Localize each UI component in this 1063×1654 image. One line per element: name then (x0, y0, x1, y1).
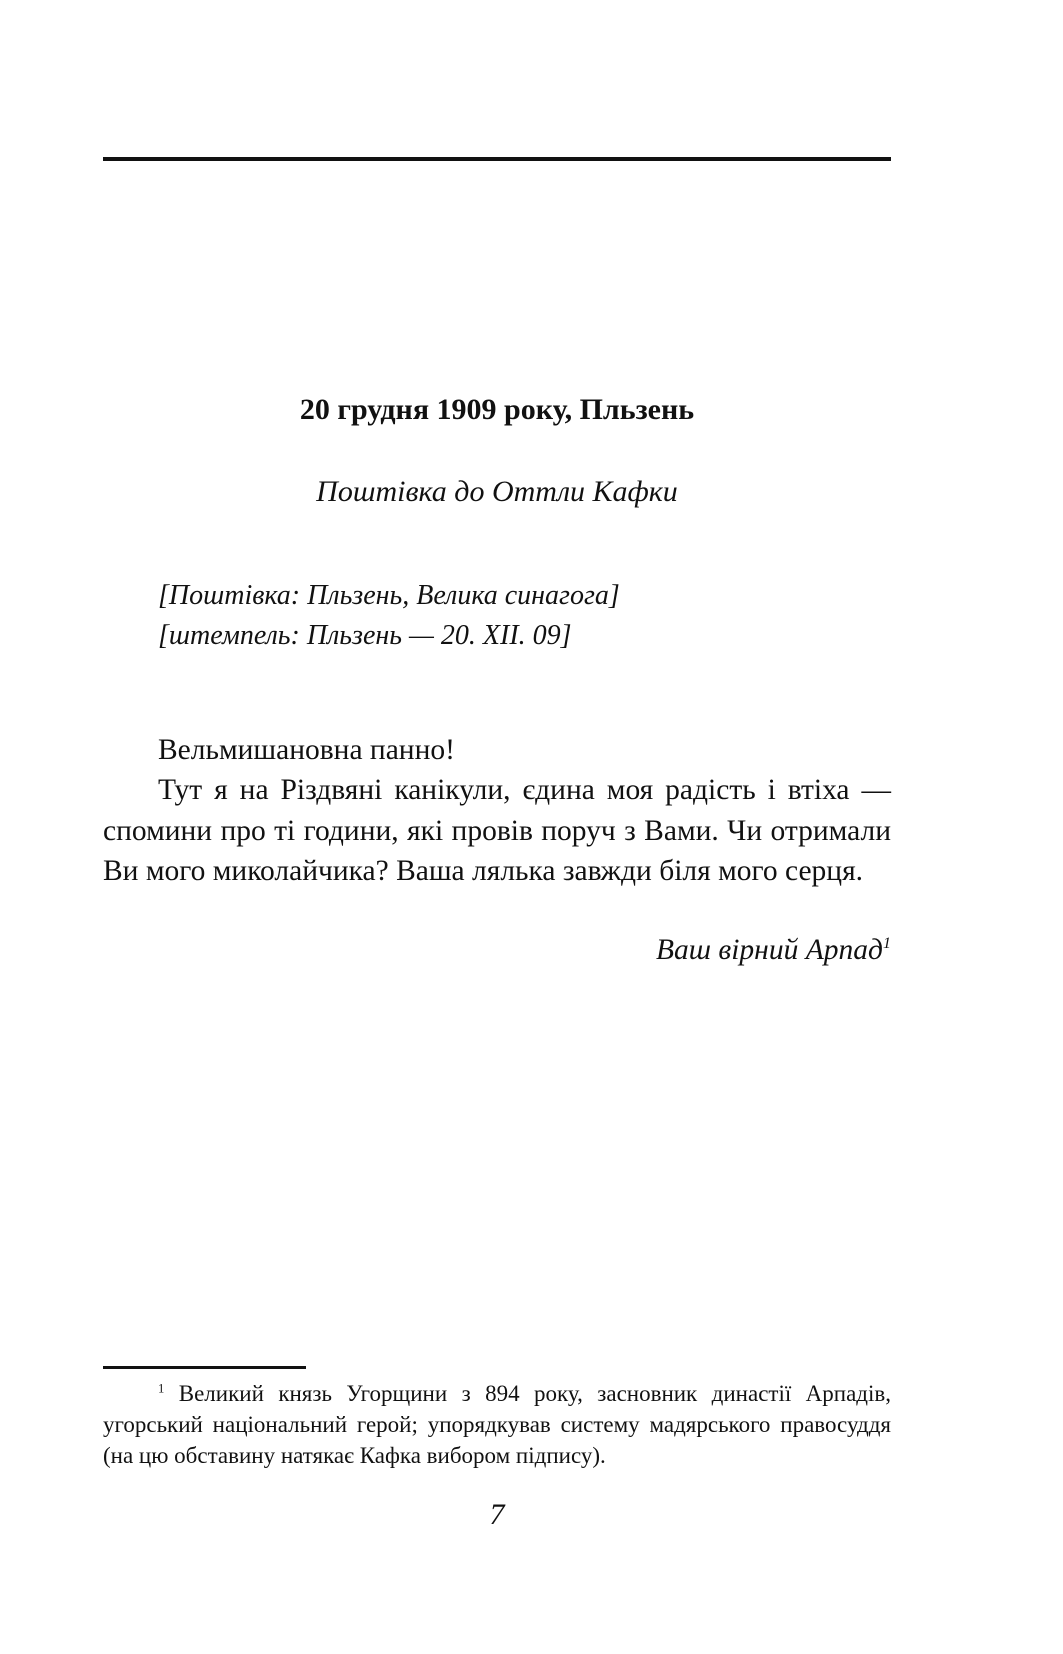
footnote-reference: 1 (882, 934, 891, 953)
page-number: 7 (489, 1498, 505, 1531)
signature-text: Ваш вірний Арпад (656, 934, 883, 966)
footnote (103, 1378, 891, 1471)
letter-body-paragraph: Тут я на Різдвяні канікули, єдина моя радість і втіха — спомини про ті години, які провів поруч з Вами. Чи отримали Ви мого миколайчика? Ваша лялька завжди біля мого серця. (103, 774, 891, 887)
salutation: Вельмишановна панно! (158, 734, 455, 766)
footnote-rule (103, 1366, 306, 1369)
letter-subheading: Поштівка до Оттли Кафки (316, 475, 678, 508)
editorial-note-postmark: [штемпель: Пльзень — 20. XII. 09] (158, 620, 572, 651)
editorial-note-postcard: [Поштівка: Пльзень, Велика синагога] (158, 580, 620, 611)
footnote-marker: 1 (158, 1381, 165, 1396)
footnote-text: Великий князь Угорщини з 894 року, засновник династії Арпадів, угорський національний герой; упорядкував систему мадярського правосуддя (на цю обставину натякає Кафка вибором підпису). (103, 1381, 891, 1468)
top-rule (103, 157, 891, 161)
letter-heading: 20 грудня 1909 року, Пльзень (299, 393, 695, 426)
signature (656, 930, 891, 970)
